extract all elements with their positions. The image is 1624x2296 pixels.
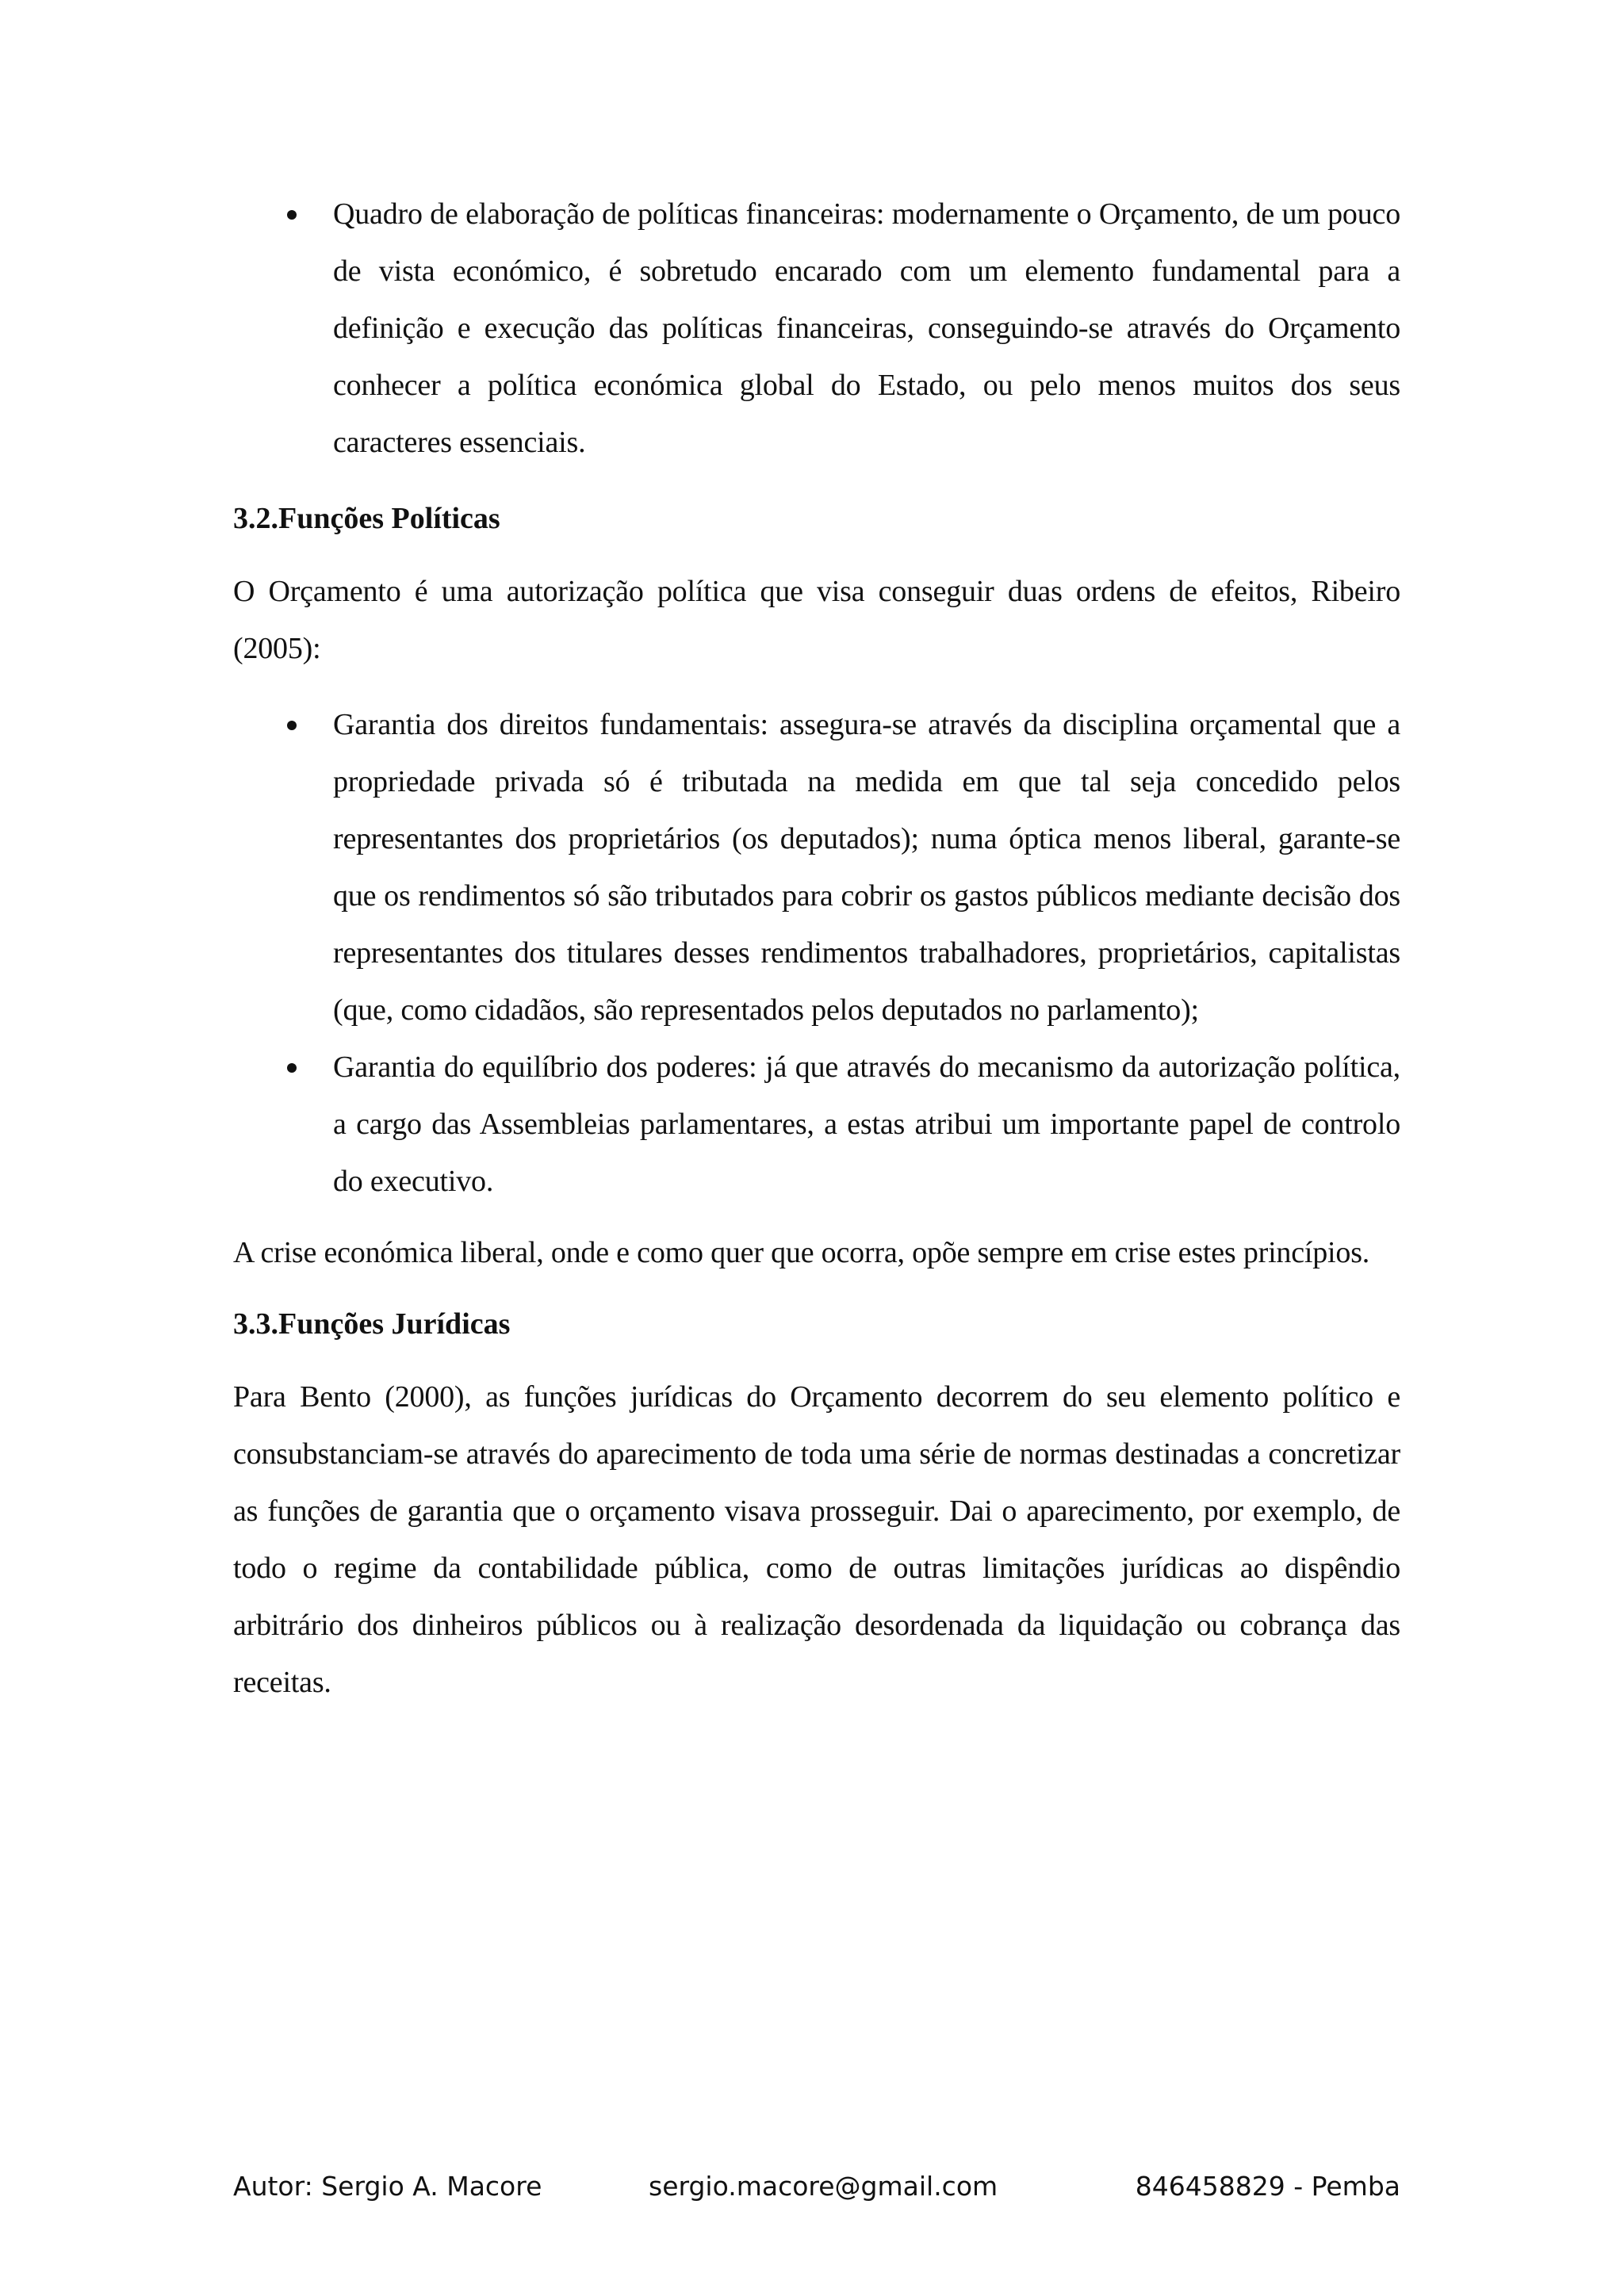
list-item [233, 1039, 1400, 1210]
section-heading-3-2: 3.2.Funções Políticas [233, 502, 500, 535]
list-item [233, 696, 1400, 1039]
bullet-text: Garantia dos direitos fundamentais: assegura-se através da disciplina orçamental que a propriedade privada só é tributada na medida em que tal seja concedido pelos representantes dos proprietários (os deputados); numa óptica menos liberal, garante-se que os rendimentos só são tributados para cobrir os gastos públicos mediante decisão dos representantes dos titulares desses rendimentos trabalhadores, proprietários, capitalistas (que, como cidadãos, são representados pelos deputados no parlamento); [333, 708, 1400, 1027]
section-intro-paragraph: O Orçamento é uma autorização política que visa conseguir duas ordens de efeitos, Ribeiro (2005): [233, 575, 1400, 665]
bullet-icon [287, 210, 297, 220]
bullet-icon [287, 721, 297, 730]
closing-paragraph: A crise económica liberal, onde e como quer que ocorra, opõe sempre em crise estes princípios. [233, 1236, 1370, 1269]
footer-email: sergio.macore@gmail.com [649, 2171, 998, 2202]
bullet-list-3-2 [233, 696, 1400, 1210]
list-item [233, 186, 1400, 471]
body-paragraph: Para Bento (2000), as funções jurídicas do Orçamento decorrem do seu elemento político e consubstanciam-se através do aparecimento de toda uma série de normas destinadas a concretizar as funções de garantia que o orçamento visava prosseguir. Dai o aparecimento, por exemplo, de todo o regime da contabilidade pública, como de outras limitações jurídicas ao dispêndio arbitrário dos dinheiros públicos ou à realização desordenada da liquidação ou cobrança das receitas. [233, 1380, 1400, 1699]
bullet-icon [287, 1063, 297, 1073]
footer-author: Autor: Sergio A. Macore [233, 2171, 542, 2202]
section-heading-3-3: 3.3.Funções Jurídicas [233, 1307, 511, 1341]
page-content [233, 186, 1400, 1711]
bullet-list-3-1 [233, 186, 1400, 471]
page-footer [233, 2171, 1400, 2210]
bullet-text: Garantia do equilíbrio dos poderes: já que através do mecanismo da autorização política, a cargo das Assembleias parlamentares, a estas atribui um importante papel de controlo do executivo. [333, 1050, 1400, 1198]
bullet-text: Quadro de elaboração de políticas financeiras: modernamente o Orçamento, de um pouco de vista económico, é sobretudo encarado com um elemento fundamental para a definição e execução das políticas financeiras, conseguindo-se através do Orçamento conhecer a política económica global do Estado, ou pelo menos muitos dos seus caracteres essenciais. [333, 197, 1400, 459]
footer-phone-location: 846458829 - Pemba [1135, 2171, 1400, 2202]
